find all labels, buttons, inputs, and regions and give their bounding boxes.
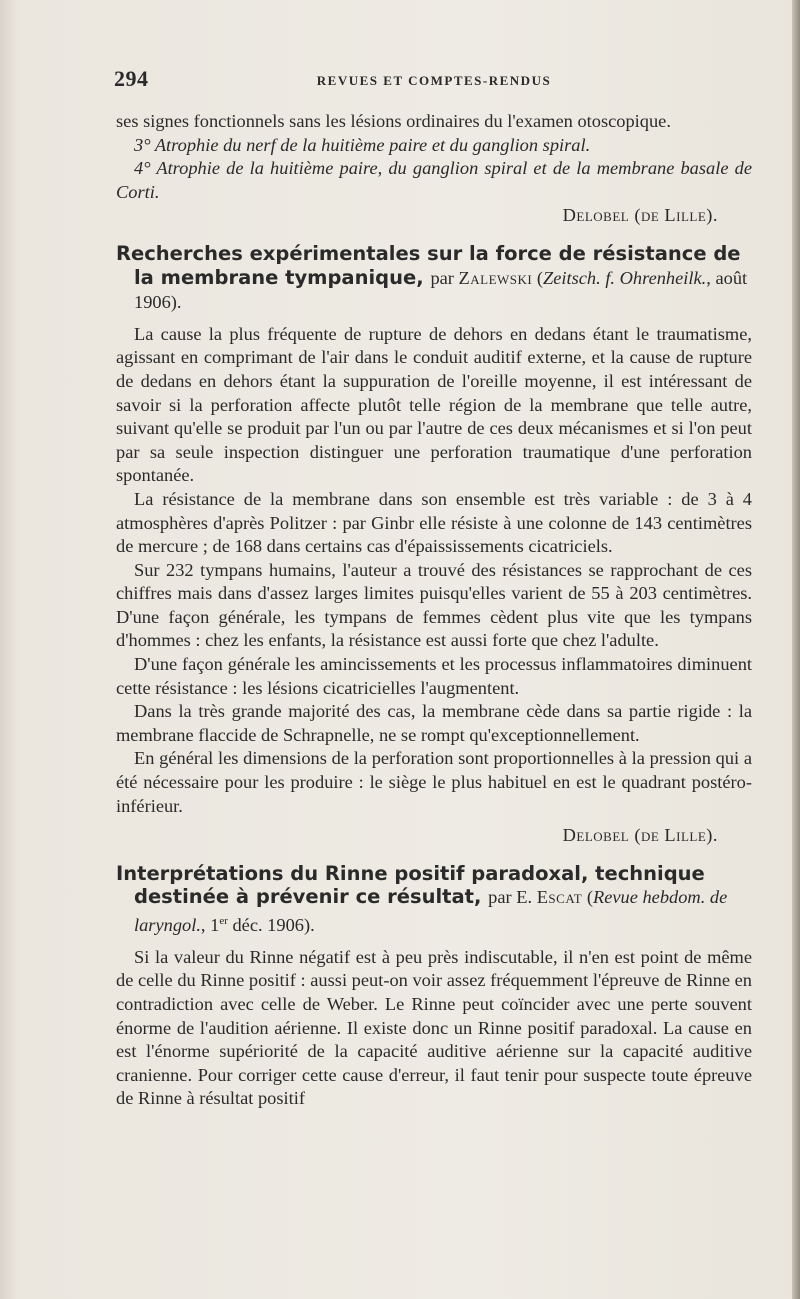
signature: Delobel (de Lille). — [562, 825, 718, 846]
paragraph: La résistance de la membrane dans son ensemble est très variable : de 3 à 4 atmosphères d'après Politzer : par Ginbr elle résiste à une colonne de 143 centimètres de mercure ; de 168 dans certains cas d'épaississements cicatriciels. — [116, 488, 752, 557]
paragraph: En général les dimensions de la perforation sont proportionnelles à la pression qui a été nécessaire pour les produire : le siège le plus habituel en est le quadrant postéro-inférieur. — [116, 748, 752, 816]
article-title: Interprétations du Rinne positif paradoxal, technique destinée à prévenir ce résultat, — [116, 861, 705, 909]
paragraph: Si la valeur du Rinne négatif est à peu près indiscutable, il n'en est point de même de celle du Rinne positif : aussi peut-on voir assez fréquemment l'épreuve de Rinne en contradiction avec celle de Weber. Le Rinne peut coïncider avec une perte souvent énorme de l'audition aérienne. Il existe donc un Rinne positif paradoxal. La cause en est l'énorme supériorité de la capacité auditive aérienne sur la capacité auditive cranienne. Pour corriger cette cause d'erreur, il faut tenir pour suspecte toute épreuve de Rinne à résultat positif — [116, 946, 752, 1109]
article-heading — [116, 862, 752, 938]
author-name: Escat — [536, 887, 583, 908]
page-header — [114, 66, 754, 96]
paragraph: La cause la plus fréquente de rupture de dehors en dedans étant le traumatisme, agissant en comprimant de l'air dans le conduit auditif externe, et la cause de rupture de dedans en dehors étant la suppuration de l'oreille moyenne, il est intéressant de savoir si la perforation affecte plutôt telle région de la membrane que telle autre, suivant qu'elle se produit par l'un ou par l'autre de ces deux mécanismes et si l'on peut par sa seule inspection distinguer une perforation traumatique d'une perforation spontanée. — [116, 323, 752, 486]
publication-date: , août 1906). — [134, 267, 748, 313]
article-title: Recherches expérimentales sur la force de résistance de la membrane tympanique, — [116, 241, 741, 289]
list-item-4: 4° Atrophie de la huitième paire, du ganglion spiral et de la membrane basale de Corti. — [116, 158, 752, 202]
paragraph: D'une façon générale les amincissements et les processus inflammatoires diminuent cette résistance : les lésions cicatricielles l'augmentent. — [116, 654, 752, 698]
page-number: 294 — [114, 66, 149, 91]
running-head: REVUES ET COMPTES-RENDUS — [316, 73, 552, 88]
paragraph: Sur 232 tympans humains, l'auteur a trouvé des résistances se rapprochant de ces chiffres mais dans d'assez larges limites puisqu'elles varient de 55 à 203 centimètres. D'une façon générale, les tympans de femmes cèdent plus vite que les tympans d'hommes : chez les enfants, la résistance est aussi forte que chez l'adulte. — [116, 559, 752, 651]
article-byline: par E. Escat (Revue hebdom. de laryngol., 1er déc. 1906). — [134, 887, 728, 936]
publication-date: déc. 1906). — [227, 915, 315, 936]
paragraph: Dans la très grande majorité des cas, la membrane cède dans sa partie rigide : la membrane flaccide de Schrapnelle, ne se rompt qu'exceptionnellement. — [116, 701, 752, 745]
intro-paragraph: ses signes fonctionnels sans les lésions ordinaires du l'examen otoscopique. — [116, 111, 671, 131]
author-name: Zalewski — [458, 267, 533, 288]
page-body — [116, 110, 752, 1111]
article-byline: par Zalewski (Zeitsch. f. Ohrenheilk., août 1906). — [134, 267, 748, 313]
list-item-3: 3° Atrophie du nerf de la huitième paire et du ganglion spiral. — [134, 134, 591, 155]
page-edge-shadow — [792, 0, 800, 1299]
journal-name: Zeitsch. f. Ohrenheilk. — [543, 267, 707, 288]
signature: Delobel (de Lille). — [562, 205, 718, 226]
journal-name: Revue hebdom. de laryngol. — [134, 887, 728, 936]
article-heading — [116, 242, 752, 315]
